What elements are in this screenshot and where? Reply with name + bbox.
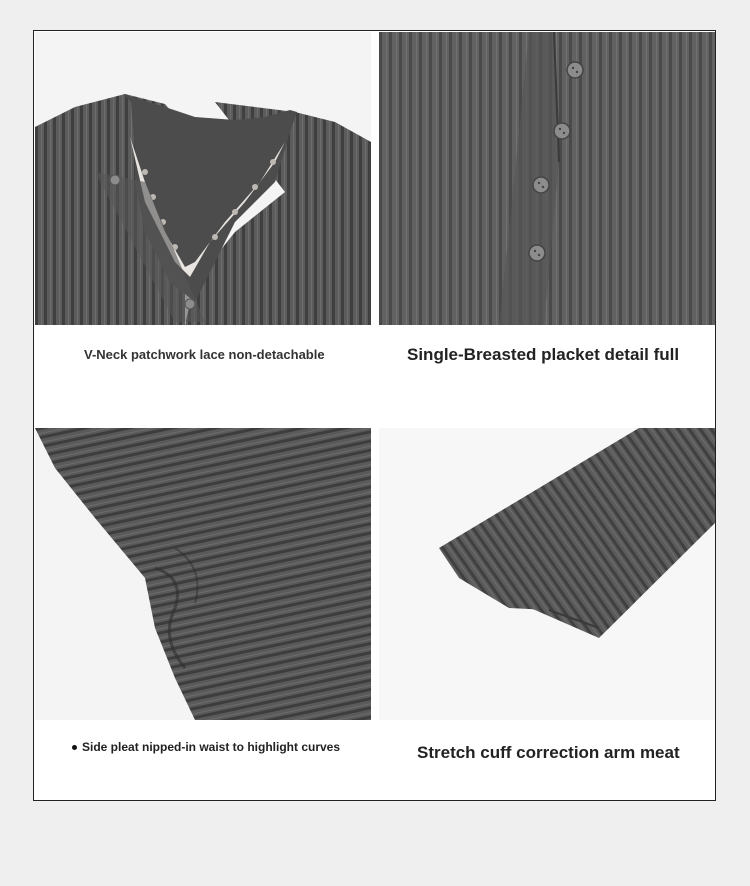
placket-caption: Single-Breasted placket detail full [407,345,680,364]
product-detail-grid [33,30,716,801]
stretch-cuff-caption: Stretch cuff correction arm meat [417,743,680,762]
stretch-cuff-illustration [379,428,715,720]
vneck-lace-photo [35,32,371,325]
bullet-icon [72,745,77,750]
side-pleat-illustration [35,428,371,720]
placket-detail-photo [379,32,715,325]
side-pleat-caption-text: Side pleat nipped-in waist to highlight curves [82,740,341,754]
vneck-caption: V-Neck patchwork lace non-detachable [84,347,325,362]
side-pleat-photo [35,428,371,720]
vneck-lace-illustration [35,32,371,325]
side-pleat-caption [72,740,340,754]
placket-illustration [379,32,715,325]
stretch-cuff-photo [379,428,715,720]
